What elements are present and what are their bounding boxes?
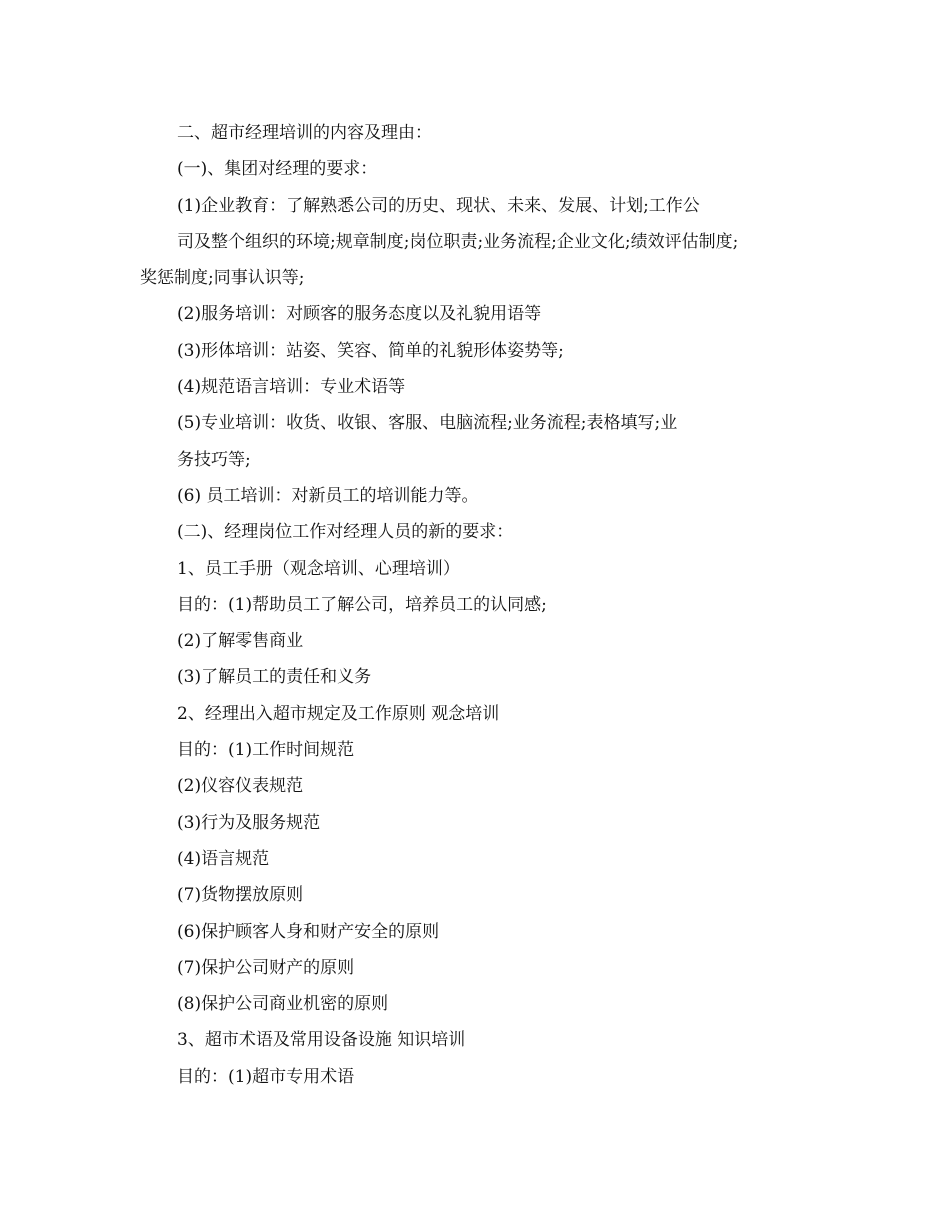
subheading-group-requirements: (一)、集团对经理的要求： (177, 159, 378, 180)
paragraph-line: 司及整个组织的环境;规章制度;岗位职责;业务流程;企业文化;绩效评估制度; (177, 231, 739, 252)
list-item: 目的：(1)超市专用术语 (177, 1066, 355, 1087)
paragraph-line: 务技巧等; (177, 449, 251, 470)
list-item: (4)语言规范 (177, 848, 270, 869)
list-item: (2)仪容仪表规范 (177, 776, 304, 797)
paragraph-line: 奖惩制度;同事认识等; (140, 268, 305, 289)
list-item: 1、员工手册（观念培训、心理培训） (177, 558, 460, 579)
list-item: (7)保护公司财产的原则 (177, 957, 355, 978)
list-item: 2、经理出入超市规定及工作原则 观念培训 (177, 703, 500, 724)
list-item: (7)货物摆放原则 (177, 885, 304, 906)
list-item: 目的：(1)帮助员工了解公司，培养员工的认同感; (177, 594, 547, 615)
paragraph-line: (6) 员工培训：对新员工的培训能力等。 (177, 485, 479, 506)
list-item: (3)了解员工的责任和义务 (177, 667, 372, 688)
list-item: 3、超市术语及常用设备设施 知识培训 (177, 1030, 466, 1051)
list-item: (2)了解零售商业 (177, 631, 304, 652)
list-item: (8)保护公司商业机密的原则 (177, 994, 389, 1015)
list-item: 目的：(1)工作时间规范 (177, 740, 355, 761)
list-item: (6)保护顾客人身和财产安全的原则 (177, 921, 440, 942)
paragraph-line: (1)企业教育：了解熟悉公司的历史、现状、未来、发展、计划;工作公 (177, 195, 700, 216)
paragraph-line: (2)服务培训：对顾客的服务态度以及礼貌用语等 (177, 304, 542, 325)
paragraph-line: (4)规范语言培训：专业术语等 (177, 377, 406, 398)
subheading-new-requirements: (二)、经理岗位工作对经理人员的新的要求： (177, 522, 514, 543)
paragraph-line: (3)形体培训：站姿、笑容、简单的礼貌形体姿势等; (177, 340, 564, 361)
list-item: (3)行为及服务规范 (177, 812, 321, 833)
heading-section-2: 二、超市经理培训的内容及理由： (177, 123, 432, 143)
document-body (140, 115, 820, 1095)
paragraph-line: (5)专业培训：收货、收银、客服、电脑流程;业务流程;表格填写;业 (177, 413, 678, 434)
